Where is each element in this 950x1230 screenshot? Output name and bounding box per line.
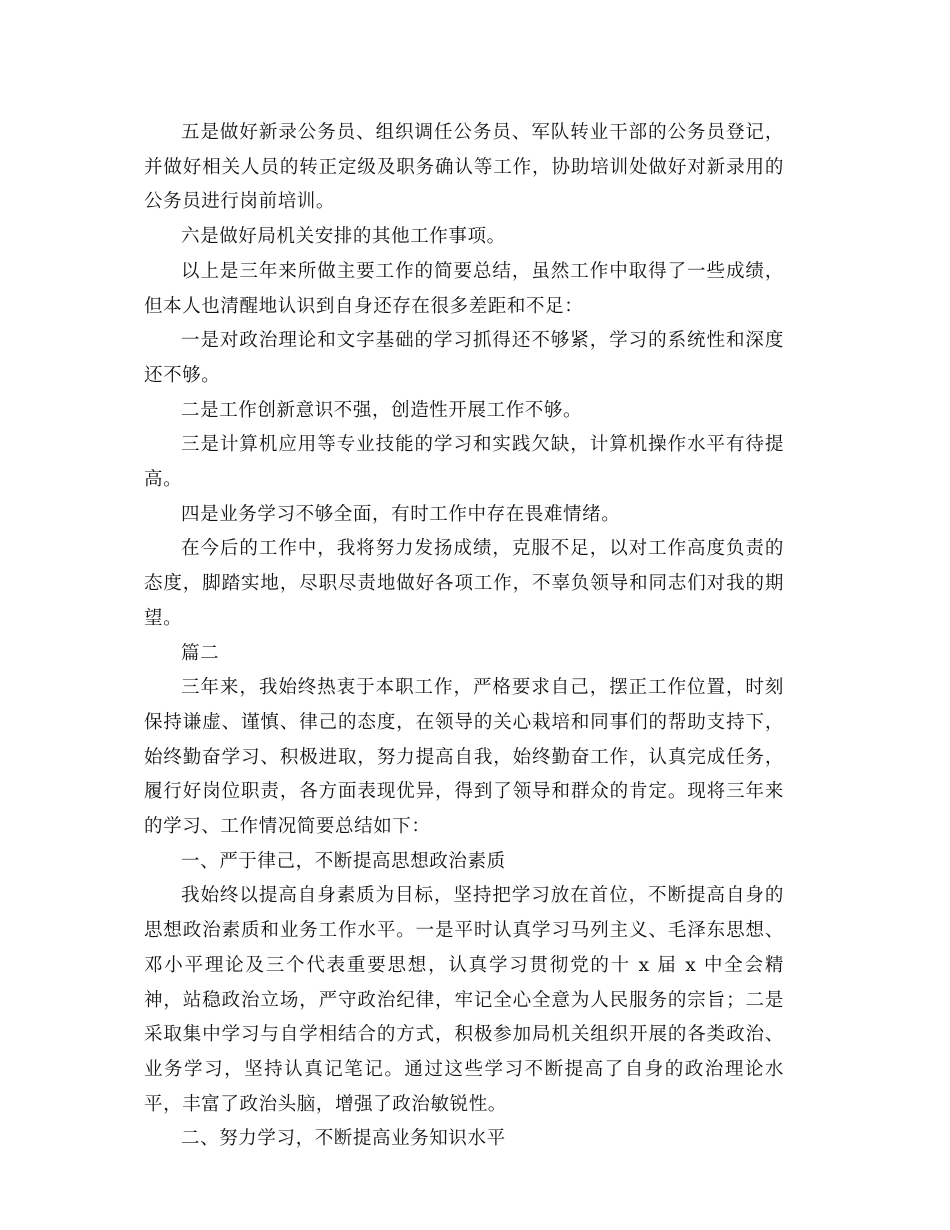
section-heading: 二、努力学习，不断提高业务知识水平 <box>181 1128 506 1150</box>
paragraph: 二是工作创新意识不强，创造性开展工作不够。 <box>181 399 583 421</box>
paragraph: 三年来，我始终热衷于本职工作，严格要求自己，摆正工作位置，时刻保持谦虚、谨慎、律己的态度，在领导的关心栽培和同事们的帮助支持下，始终勤奋学习、积极进取，努力提高自我，始终勤奋工作，认真完成任务，履行好岗位职责，各方面表现优异，得到了领导和群众的肯定。现将三年来的学习、工作情况简要总结如下： <box>144 677 784 838</box>
paragraph: 我始终以提高自身素质为目标，坚持把学习放在首位，不断提高自身的思想政治素质和业务工作水平。一是平时认真学习马列主义、毛泽东思想、邓小平理论及三个代表重要思想，认真学习贯彻党的十 x 届 x 中全会精神，站稳政治立场，严守政治纪律，牢记全心全意为人民服务的宗旨；二是采取集中学习与自学相结合的方式，积极参加局机关组织开展的各类政治、业务学习，坚持认真记笔记。通过这些学习不断提高了自身的政治理论水平，丰富了政治头脑，增强了政治敏锐性。 <box>144 885 784 1115</box>
paragraph: 四是业务学习不够全面，有时工作中存在畏难情绪。 <box>181 503 621 525</box>
document-body <box>144 116 784 1157</box>
paragraph: 一是对政治理论和文字基础的学习抓得还不够紧，学习的系统性和深度还不够。 <box>144 330 784 386</box>
paragraph: 在今后的工作中，我将努力发扬成绩，克服不足，以对工作高度负责的态度，脚踏实地，尽职尽责地做好各项工作，不辜负领导和同志们对我的期望。 <box>144 538 784 629</box>
paragraph: 六是做好局机关安排的其他工作事项。 <box>181 226 506 248</box>
section-heading: 一、严于律己，不断提高思想政治素质 <box>181 850 506 872</box>
paragraph: 五是做好新录公务员、组织调任公务员、军队转业干部的公务员登记，并做好相关人员的转正定级及职务确认等工作，协助培训处做好对新录用的公务员进行岗前培训。 <box>144 122 784 213</box>
paragraph: 三是计算机应用等专业技能的学习和实践欠缺，计算机操作水平有待提高。 <box>144 434 784 491</box>
section-heading: 篇二 <box>181 642 220 664</box>
paragraph: 以上是三年来所做主要工作的简要总结，虽然工作中取得了一些成绩，但本人也清醒地认识到自身还存在很多差距和不足： <box>144 260 784 317</box>
